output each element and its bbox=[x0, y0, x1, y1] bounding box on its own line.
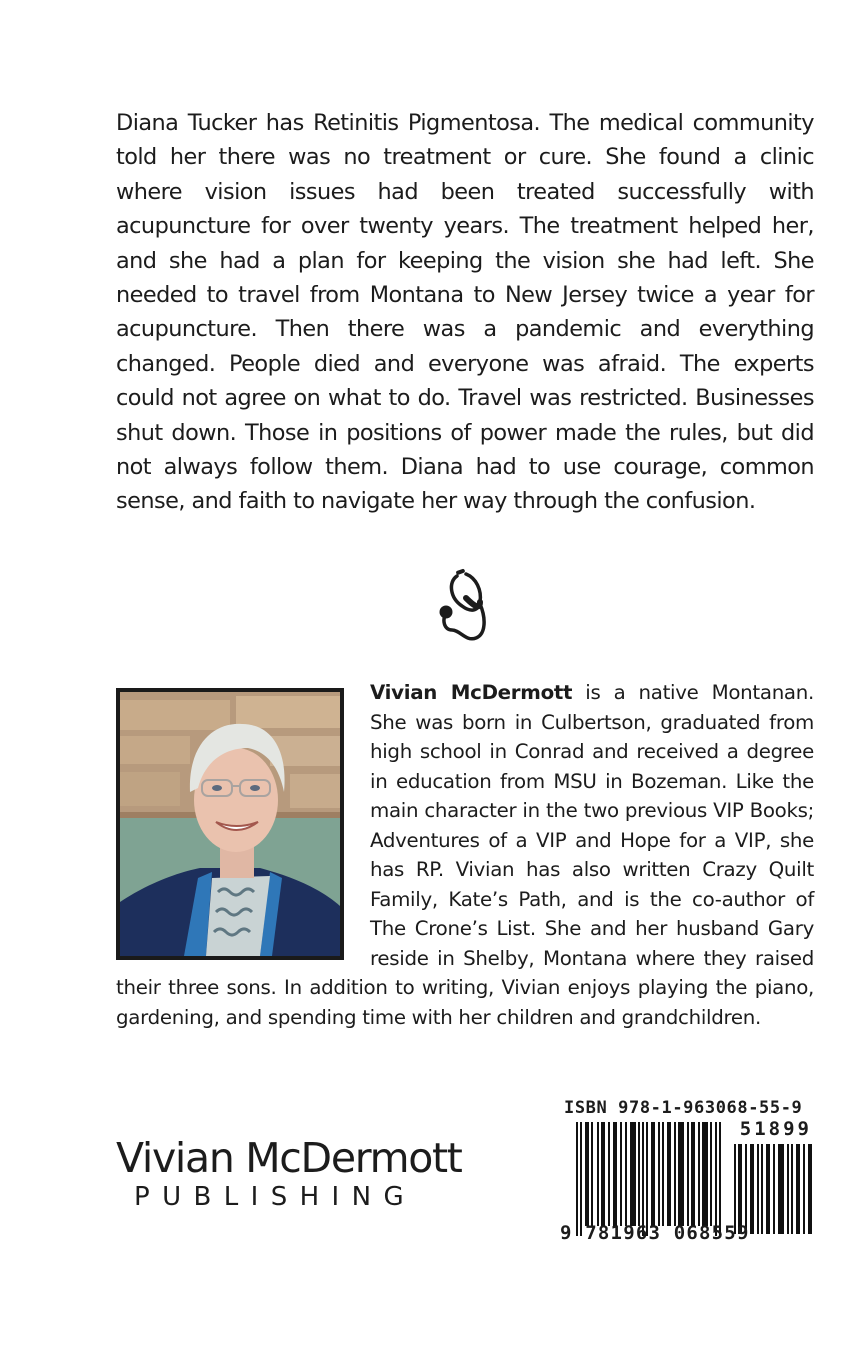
publisher-logo bbox=[116, 1134, 462, 1212]
publisher-subtitle: PUBLISHING bbox=[134, 1182, 417, 1212]
barcode-main-bars bbox=[576, 1122, 724, 1236]
back-cover-blurb: Diana Tucker has Retinitis Pigmentosa. The medical community told her there was no treatment or cure. She found a clinic where vision issues had been treated successfully with acupuncture for over twenty years. The treatment helped her, and she had a plan for keeping the vision she had left. She needed to travel from Montana to New Jersey twice a year for acupuncture. Then there was a pandemic and everything changed. People died and everyone was afraid. The experts could not agree on what to do. Travel was restricted. Businesses shut down. Those in positions of power made the rules, but did not always follow them. Diana had to use courage, common sense, and faith to navigate her way through the confusion. bbox=[116, 110, 814, 515]
author-bio-text: is a native Montanan. She was born in Culbertson, graduated from high school in Conrad and received a degree in education from MSU in Bozeman. Like the main character in the two previous VIP Books; Adventures of a VIP and Hope for a VIP, she has RP. Vivian has also written Crazy Quilt Family, Kate’s Path, and is the co-author of The Crone’s List. She and her husband Gary reside in Shelby, Montana where they raised their three sons. In addition to writing, Vivian enjoys playing the piano, gardening, and spending time with her children and grandchildren. bbox=[116, 681, 814, 1029]
author-bio bbox=[116, 678, 814, 1032]
publisher-name: Vivian McDermott bbox=[116, 1134, 462, 1182]
isbn-label: ISBN 978-1-963068-55-9 bbox=[564, 1098, 803, 1118]
author-name: Vivian McDermott bbox=[370, 681, 573, 704]
isbn-barcode bbox=[560, 1098, 816, 1248]
barcode-addon-bars bbox=[734, 1144, 812, 1234]
barcode-addon-digits: 51899 bbox=[739, 1118, 812, 1140]
photo-wrap-spacer bbox=[116, 678, 370, 970]
barcode-ean-digits: 9 781963 068559 bbox=[560, 1222, 750, 1244]
stethoscope-icon bbox=[436, 568, 492, 644]
